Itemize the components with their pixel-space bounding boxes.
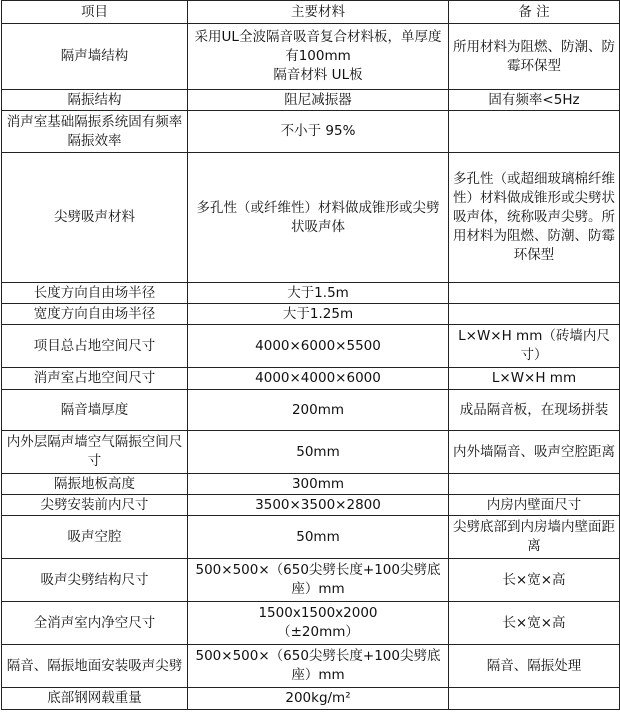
cell-material: 大于1.25m <box>188 304 449 325</box>
table-row <box>2 645 620 688</box>
table-row <box>2 516 620 559</box>
cell-item: 项目总占地空间尺寸 <box>2 325 188 368</box>
cell-material: 200mm <box>188 390 449 431</box>
cell-material: 4000×6000×5500 <box>188 325 449 368</box>
cell-item: 隔声墙结构 <box>2 24 188 90</box>
cell-item: 吸声空腔 <box>2 516 188 559</box>
cell-note <box>449 111 620 153</box>
table-row <box>2 495 620 516</box>
header-material: 主要材料 <box>188 1 449 24</box>
cell-item: 隔振结构 <box>2 90 188 111</box>
cell-material-text: 1500x1500x2000 （±20mm） <box>258 605 378 640</box>
cell-note: 内房内壁面尺寸 <box>449 495 620 516</box>
cell-material: 50mm <box>188 431 449 474</box>
table-row <box>2 474 620 495</box>
cell-item: 隔音、隔振地面安装吸声尖劈 <box>2 645 188 688</box>
cell-material: 不小于 95% <box>188 111 449 153</box>
cell-note: 长×宽×高 <box>449 559 620 602</box>
table-row <box>2 688 620 710</box>
cell-material: 300mm <box>188 474 449 495</box>
cell-note: 内外墙隔音、吸声空腔距离 <box>449 431 620 474</box>
cell-note <box>449 688 620 710</box>
cell-item: 消声室基础隔振系统固有频率隔振效率 <box>2 111 188 153</box>
table-row <box>2 111 620 153</box>
table-row <box>2 90 620 111</box>
table-row <box>2 304 620 325</box>
cell-material <box>188 602 449 645</box>
cell-item: 全消声室内净空尺寸 <box>2 602 188 645</box>
cell-note: 长×宽×高 <box>449 602 620 645</box>
cell-material: 4000×4000×6000 <box>188 368 449 390</box>
cell-note <box>449 474 620 495</box>
cell-note <box>449 283 620 304</box>
cell-material: 阻尼减振器 <box>188 90 449 111</box>
cell-note: 尖劈底部到内房墙内壁面距离 <box>449 516 620 559</box>
table-row <box>2 602 620 645</box>
cell-material: 500×500×（650尖劈长度+100尖劈底座）mm <box>188 645 449 688</box>
table-row <box>2 390 620 431</box>
table-row <box>2 283 620 304</box>
cell-note: L×W×H mm（砖墙内尺寸） <box>449 325 620 368</box>
cell-note: 成品隔音板，在现场拼装 <box>449 390 620 431</box>
cell-note <box>449 304 620 325</box>
cell-item: 长度方向自由场半径 <box>2 283 188 304</box>
cell-item: 宽度方向自由场半径 <box>2 304 188 325</box>
header-item: 项目 <box>2 1 188 24</box>
cell-note: 隔音、隔振处理 <box>449 645 620 688</box>
cell-item: 吸声尖劈结构尺寸 <box>2 559 188 602</box>
header-note: 备 注 <box>449 1 620 24</box>
header-row <box>2 1 620 24</box>
cell-material <box>188 24 449 90</box>
cell-material-text: 采用UL全波隔音吸音复合材料板，单厚度有100mm 隔音材料 UL板 <box>194 29 442 83</box>
table-row <box>2 431 620 474</box>
cell-note: 多孔性（或超细玻璃棉纤维性）材料做成锥形或尖劈状吸声体，统称吸声尖劈。所用材料为阻燃、防潮、防霉环保型 <box>449 153 620 283</box>
cell-material: 大于1.5m <box>188 283 449 304</box>
spec-table <box>1 0 620 710</box>
cell-material: 3500×3500×2800 <box>188 495 449 516</box>
cell-note: 固有频率<5Hz <box>449 90 620 111</box>
table-row <box>2 325 620 368</box>
cell-material: 200kg/m² <box>188 688 449 710</box>
cell-material: 多孔性（或纤维性）材料做成锥形或尖劈状吸声体 <box>188 153 449 283</box>
cell-item: 尖劈吸声材料 <box>2 153 188 283</box>
cell-item: 内外层隔声墙空气隔振空间尺寸 <box>2 431 188 474</box>
table-row <box>2 559 620 602</box>
cell-item: 隔音墙厚度 <box>2 390 188 431</box>
cell-item: 消声室占地空间尺寸 <box>2 368 188 390</box>
cell-item: 隔振地板高度 <box>2 474 188 495</box>
cell-note: L×W×H mm <box>449 368 620 390</box>
cell-note: 所用材料为阻燃、防潮、防霉环保型 <box>449 24 620 90</box>
cell-material: 50mm <box>188 516 449 559</box>
cell-item: 尖劈安装前内尺寸 <box>2 495 188 516</box>
cell-material: 500×500×（650尖劈长度+100尖劈底座）mm <box>188 559 449 602</box>
table-row <box>2 153 620 283</box>
table-row <box>2 24 620 90</box>
table-row <box>2 368 620 390</box>
cell-item: 底部钢网载重量 <box>2 688 188 710</box>
